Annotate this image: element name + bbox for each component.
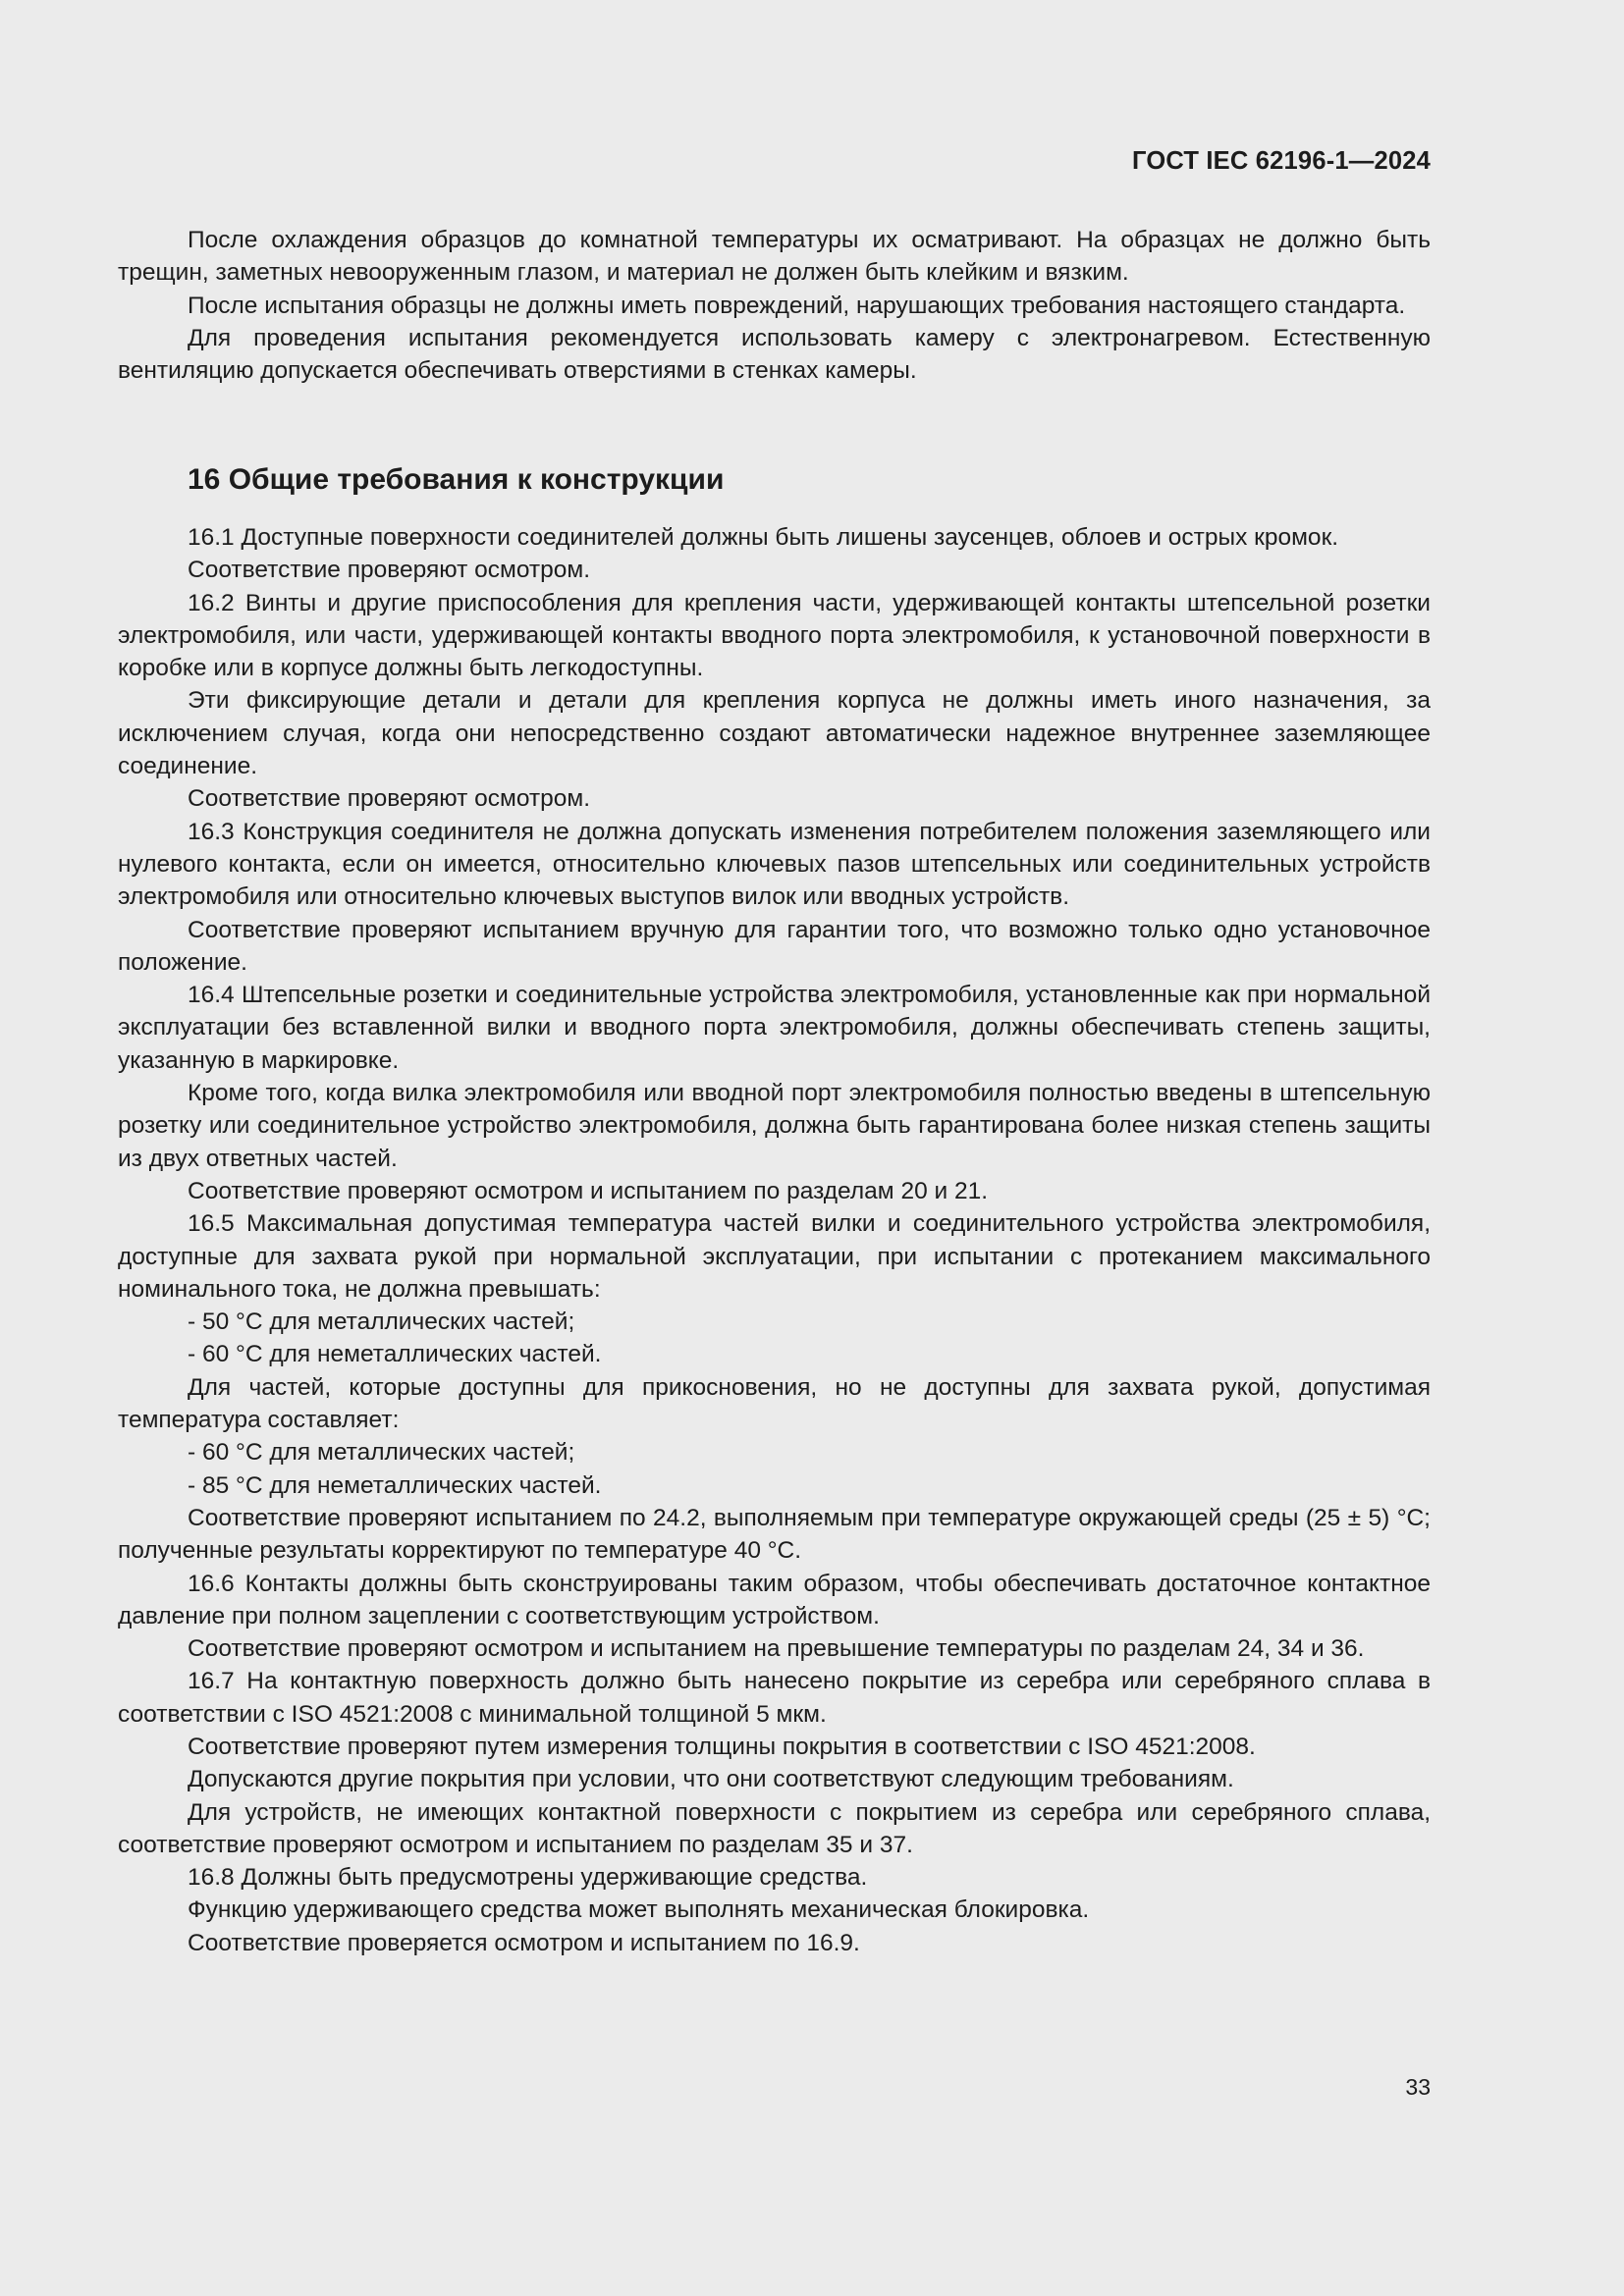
list-item: - 60 °С для неметаллических частей. bbox=[188, 1341, 602, 1368]
page-number: 33 bbox=[1405, 2074, 1431, 2100]
paragraph: 16.6 Контакты должны быть сконструированы таким образом, чтобы обеспечивать достаточное контактное давление при полном зацеплении с соответствующим устройством. bbox=[118, 1570, 1431, 1629]
paragraph: Соответствие проверяется осмотром и испытанием по 16.9. bbox=[188, 1929, 860, 1956]
paragraph: 16.2 Винты и другие приспособления для крепления части, удерживающей контакты штепсельной розетки электромобиля, или части, удерживающей контакты вводного порта электромобиля, к установочной поверхности в коробке или в корпусе должны быть легкодоступны. bbox=[118, 589, 1431, 682]
paragraph: После охлаждения образцов до комнатной температуры их осматривают. На образцах не должно быть трещин, заметных невооруженным глазом, и материал не должен быть клейким и вязким. bbox=[118, 227, 1431, 287]
paragraph: 16.5 Максимальная допустимая температура частей вилки и соединительного устройства электромобиля, доступные для захвата рукой при нормальной эксплуатации, при испытании с протеканием максимального номинального тока, не должна превышать: bbox=[118, 1210, 1431, 1303]
intro-text-block bbox=[118, 224, 1431, 387]
list-item: - 60 °С для металлических частей; bbox=[188, 1439, 575, 1467]
list-item: - 85 °С для неметаллических частей. bbox=[188, 1471, 602, 1499]
paragraph: Соответствие проверяют испытанием по 24.2, выполняемым при температуре окружающей среды (25 ± 5) °С; полученные результаты корректируют по температуре 40 °С. bbox=[118, 1504, 1431, 1565]
list-item: - 50 °С для металлических частей; bbox=[188, 1308, 575, 1336]
paragraph: 16.8 Должны быть предусмотрены удерживающие средства. bbox=[188, 1864, 868, 1892]
paragraph: Соответствие проверяют осмотром и испытанием на превышение температуры по разделам 24, 34 и 36. bbox=[188, 1635, 1365, 1663]
paragraph: 16.4 Штепсельные розетки и соединительные устройства электромобиля, установленные как при нормальной эксплуатации без вставленной вилки и вводного порта электромобиля, должны обеспечивать степень защиты, указанную в маркировке. bbox=[118, 982, 1431, 1074]
paragraph: Соответствие проверяют осмотром. bbox=[188, 785, 591, 813]
section-heading: 16 Общие требования к конструкции bbox=[188, 463, 725, 496]
paragraph: Эти фиксирующие детали и детали для крепления корпуса не должны иметь иного назначения, за исключением случая, когда они непосредственно создают автоматически надежное внутреннее заземляющее соединение. bbox=[118, 687, 1431, 780]
paragraph: Для устройств, не имеющих контактной поверхности с покрытием из серебра или серебряного сплава, соответствие проверяют осмотром и испытанием по разделам 35 и 37. bbox=[118, 1798, 1431, 1858]
paragraph: Соответствие проверяют осмотром и испытанием по разделам 20 и 21. bbox=[188, 1177, 989, 1204]
paragraph: 16.1 Доступные поверхности соединителей должны быть лишены заусенцев, облоев и острых кромок. bbox=[188, 524, 1339, 551]
paragraph: Для проведения испытания рекомендуется использовать камеру с электронагревом. Естественную вентиляцию допускается обеспечивать отверстиями в стенках камеры. bbox=[118, 324, 1431, 385]
paragraph: Кроме того, когда вилка электромобиля или вводной порт электромобиля полностью введены в штепсельную розетку или соединительное устройство электромобиля, должна быть гарантирована более низкая степень защиты из двух ответных частей. bbox=[118, 1080, 1431, 1172]
paragraph: После испытания образцы не должны иметь повреждений, нарушающих требования настоящего стандарта. bbox=[188, 292, 1406, 319]
paragraph: 16.7 На контактную поверхность должно быть нанесено покрытие из серебра или серебряного сплава в соответствии с ISO 4521:2008 с минимальной толщиной 5 мкм. bbox=[118, 1668, 1431, 1728]
paragraph: 16.3 Конструкция соединителя не должна допускать изменения потребителем положения заземляющего или нулевого контакта, если он имеется, относительно ключевых пазов штепсельных или соединительных устройств электромобиля или относительно ключевых выступов вилок или вводных устройств. bbox=[118, 818, 1431, 911]
paragraph: Соответствие проверяют испытанием вручную для гарантии того, что возможно только одно установочное положение. bbox=[118, 916, 1431, 976]
paragraph: Соответствие проверяют путем измерения толщины покрытия в соответствии с ISO 4521:2008. bbox=[188, 1733, 1256, 1760]
paragraph: Соответствие проверяют осмотром. bbox=[188, 557, 591, 584]
paragraph: Функцию удерживающего средства может выполнять механическая блокировка. bbox=[188, 1896, 1090, 1924]
paragraph: Для частей, которые доступны для прикосновения, но не доступны для захвата рукой, допустимая температура составляет: bbox=[118, 1373, 1431, 1434]
document-code-header: ГОСТ IEC 62196-1—2024 bbox=[1132, 147, 1431, 175]
section-text-block bbox=[118, 521, 1431, 1959]
paragraph: Допускаются другие покрытия при условии, что они соответствуют следующим требованиям. bbox=[188, 1766, 1234, 1793]
